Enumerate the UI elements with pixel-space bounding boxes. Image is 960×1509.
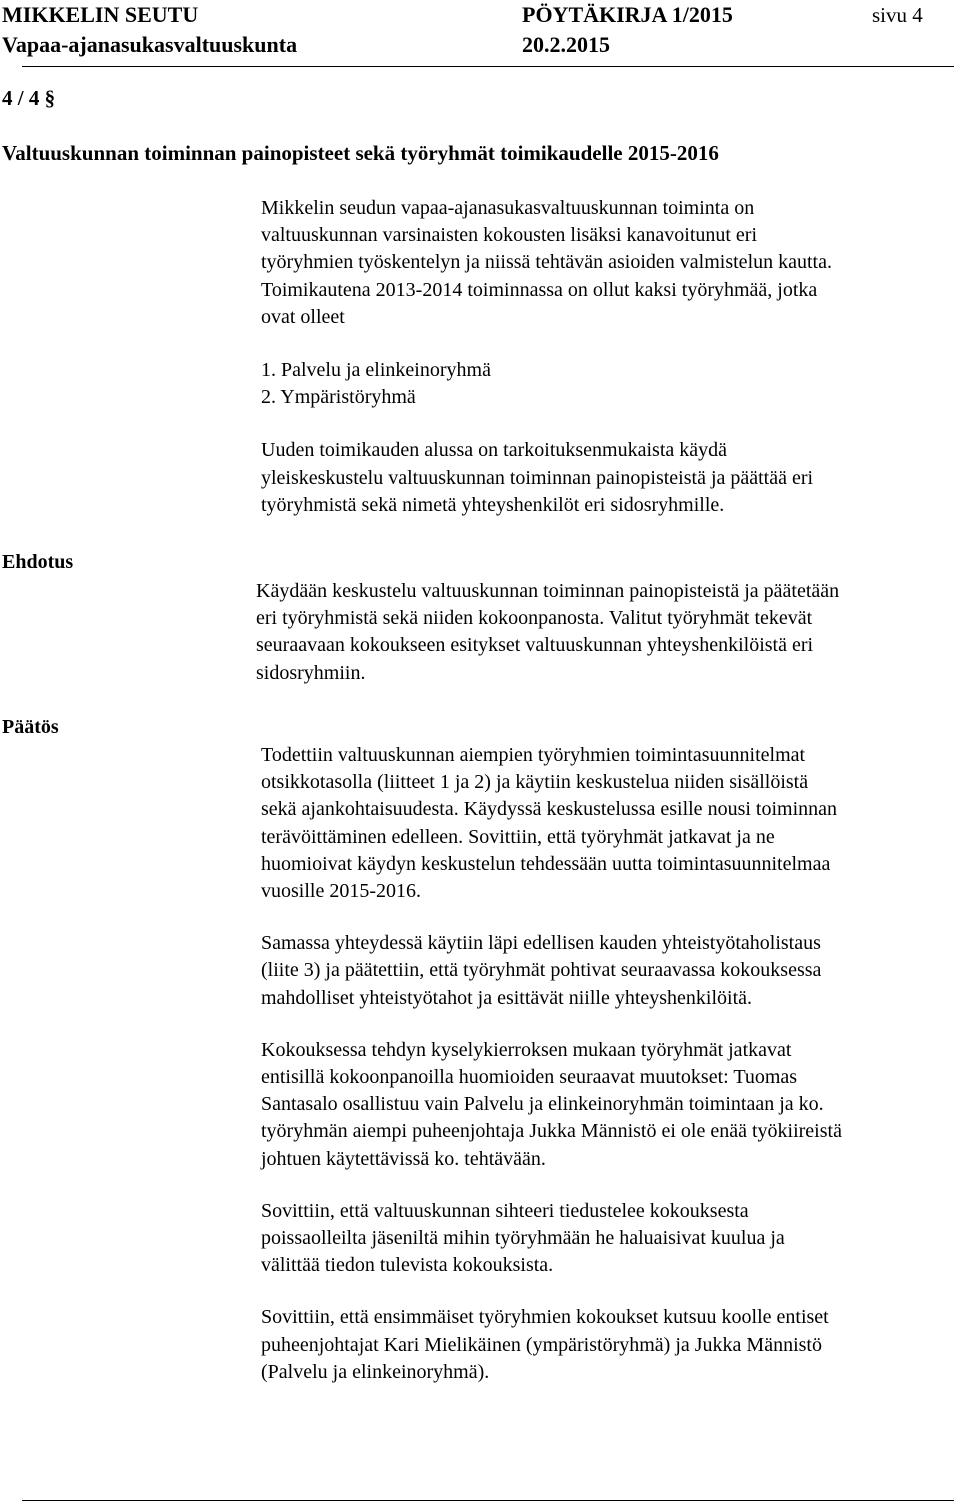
- intro-paragraph-2: Uuden toimikauden alussa on tarkoituksenmukaista käydä yleiskeskustelu valtuuskunnan toiminnan painopisteistä ja päättää eri työryhmistä sekä nimetä yhteyshenkilöt eri sidosryhmille.: [261, 439, 814, 516]
- header-date: 20.2.2015: [522, 32, 610, 57]
- decision-block: [261, 742, 953, 1386]
- decision-label: Päätös: [2, 716, 59, 738]
- proposal-block: [256, 578, 953, 687]
- header-doc: PÖYTÄKIRJA 1/2015: [522, 2, 733, 27]
- workgroup-list: [261, 357, 953, 411]
- header-org: MIKKELIN SEUTU: [2, 2, 199, 27]
- header-rule: [22, 66, 954, 67]
- header-body: Vapaa-ajanasukasvaltuuskunta: [2, 32, 298, 57]
- section-title: Valtuuskunnan toiminnan painopisteet sekä työryhmät toimikaudelle 2015-2016: [2, 141, 719, 165]
- decision-paragraph: Samassa yhteydessä käytiin läpi edellisen kauden yhteistyötaholistaus (liite 3) ja päätettiin, että työryhmät pohtivat seuraavassa kokouksessa mahdolliset yhteistyötahot ja esittävät niille yhteyshenkilöitä.: [261, 932, 822, 1009]
- footer-rule: [22, 1500, 954, 1501]
- header-page: sivu 4: [872, 3, 923, 27]
- list-item: 1. Palvelu ja elinkeinoryhmä: [261, 359, 491, 382]
- intro-block: [261, 195, 953, 519]
- proposal-label: Ehdotus: [2, 551, 74, 573]
- list-item: 2. Ympäristöryhmä: [261, 386, 416, 409]
- section-number: 4 / 4 §: [2, 86, 56, 110]
- decision-paragraph: Sovittiin, että valtuuskunnan sihteeri tiedustelee kokouksesta poissaolleilta jäseniltä mihin työryhmään he haluaisivat kuulua ja välittää tiedon tulevista kokouksista.: [261, 1199, 785, 1277]
- proposal-text: Käydään keskustelu valtuuskunnan toiminnan painopisteistä ja päätetään eri työryhmistä sekä niiden kokoonpanosta. Valitut työryhmät tekevät seuraavaan kokoukseen esitykset valtuuskunnan yhteyshenkilöistä eri sidosryhmiin.: [256, 580, 840, 684]
- decision-paragraph: Kokouksessa tehdyn kyselykierroksen mukaan työryhmät jatkavat entisillä kokoonpanoilla huomioiden seuraavat muutokset: Tuomas Santasalo osallistuu vain Palvelu ja elinkeinoryhmän toimintaan ja ko. työryhmän aiempi puheenjohtaja Jukka Männistö ei ole enää työkiireistä johtuen käytettävissä ko. tehtävään.: [261, 1038, 842, 1170]
- decision-paragraph: Todettiin valtuuskunnan aiempien työryhmien toimintasuunnitelmat otsikkotasolla (liitteet 1 ja 2) ja käytiin keskustelua niiden sisällöistä sekä ajankohtaisuudesta. Käydyssä keskustelussa esille nousi toiminnan terävöittäminen edelleen. Sovittiin, että työryhmät jatkavat ja ne huomioivat käydyn keskustelun tehdessään uutta toimintasuunnitelmaa vuosille 2015-2016.: [261, 744, 838, 903]
- decision-paragraph: Sovittiin, että ensimmäiset työryhmien kokoukset kutsuu koolle entiset puheenjohtajat Kari Mielikäinen (ympäristöryhmä) ja Jukka Männistö (Palvelu ja elinkeinoryhmä).: [261, 1306, 829, 1383]
- intro-paragraph: Mikkelin seudun vapaa-ajanasukasvaltuuskunnan toiminta on valtuuskunnan varsinaisten kokousten lisäksi kanavoitunut eri työryhmien työskentelyn ja niissä tehtävän asioiden valmistelun kautta. Toimikautena 2013-2014 toiminnassa on ollut kaksi työryhmää, jotka ovat olleet: [261, 197, 832, 328]
